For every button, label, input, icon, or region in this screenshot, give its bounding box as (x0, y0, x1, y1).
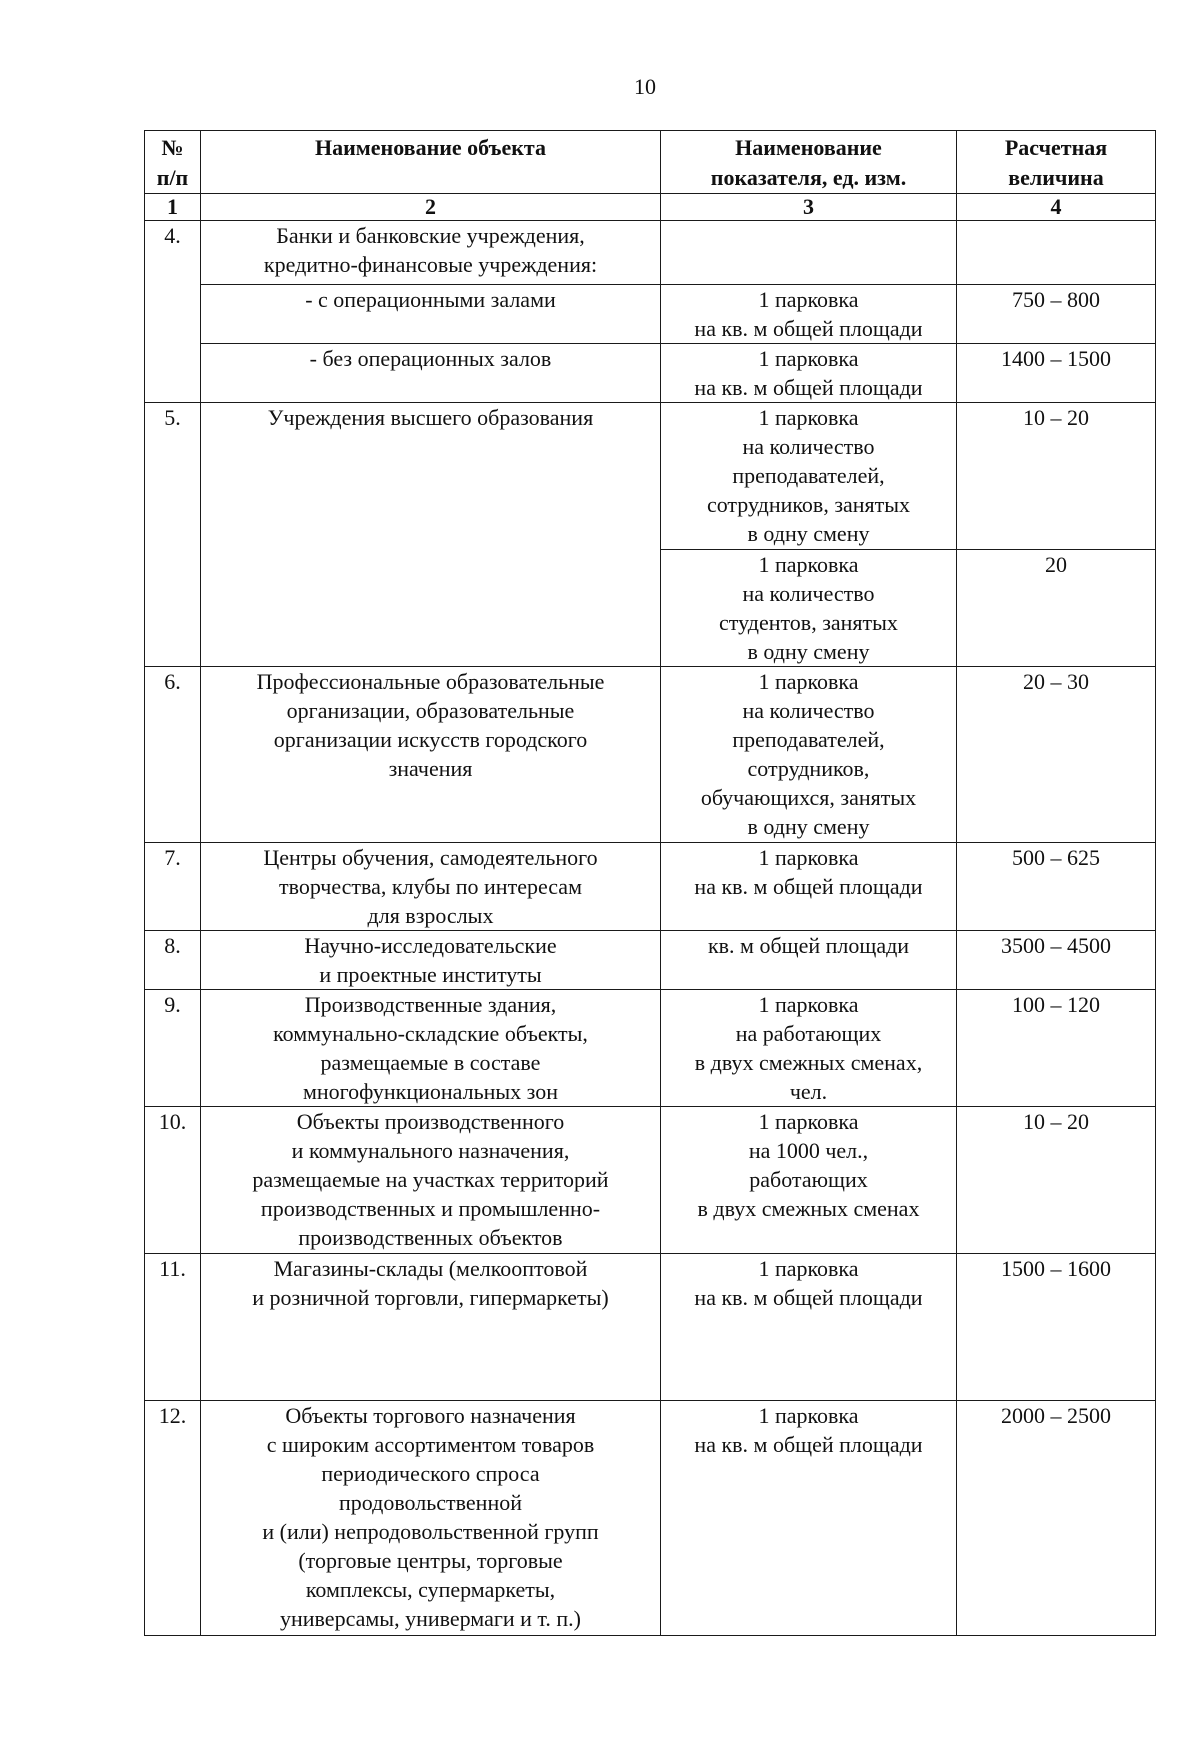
column-number-row (145, 194, 1156, 221)
object-name: Банки и банковские учреждения, кредитно-финансовые учреждения: (201, 221, 661, 285)
indicator-cell: 1 парковка на количество студентов, занятых в одну смену (661, 550, 957, 667)
row-number: 7. (145, 843, 201, 931)
table-row (145, 843, 1156, 931)
table-row (145, 1254, 1156, 1401)
indicator-cell (661, 221, 957, 285)
value-cell (957, 221, 1156, 285)
indicator-cell: 1 парковка на кв. м общей площади (661, 1401, 957, 1636)
column-number: 1 (145, 194, 201, 221)
value-cell: 10 – 20 (957, 403, 1156, 550)
value-cell: 1400 – 1500 (957, 344, 1156, 403)
table-row (145, 1401, 1156, 1636)
indicator-cell: 1 парковка на количество преподавателей, сотрудников, обучающихся, занятых в одну смену (661, 667, 957, 843)
table-row (145, 344, 1156, 403)
object-name: Объекты торгового назначения с широким ассортиментом товаров периодического спроса продовольственной и (или) непродовольственной групп (торговые центры, торговые комплексы, супермаркеты, универсамы, универмаги и т. п.) (201, 1401, 661, 1636)
value-cell: 750 – 800 (957, 285, 1156, 344)
indicator-cell: 1 парковка на работающих в двух смежных сменах, чел. (661, 990, 957, 1107)
row-number: 8. (145, 931, 201, 990)
row-number: 10. (145, 1107, 201, 1254)
indicator-cell: 1 парковка на кв. м общей площади (661, 843, 957, 931)
object-name: Учреждения высшего образования (201, 403, 661, 667)
indicator-cell: 1 парковка на кв. м общей площади (661, 1254, 957, 1401)
value-cell: 3500 – 4500 (957, 931, 1156, 990)
value-cell: 20 – 30 (957, 667, 1156, 843)
object-name: Центры обучения, самодеятельного творчества, клубы по интересам для взрослых (201, 843, 661, 931)
table-row (145, 667, 1156, 843)
value-cell: 10 – 20 (957, 1107, 1156, 1254)
header-object-name: Наименование объекта (201, 131, 661, 194)
indicator-cell: 1 парковка на кв. м общей площади (661, 344, 957, 403)
column-number: 2 (201, 194, 661, 221)
object-name: Профессиональные образовательные организации, образовательные организации искусств городского значения (201, 667, 661, 843)
page-number: 10 (634, 74, 656, 99)
table-row (145, 285, 1156, 344)
column-number: 3 (661, 194, 957, 221)
indicator-cell: 1 парковка на 1000 чел., работающих в двух смежных сменах (661, 1107, 957, 1254)
table-row (145, 990, 1156, 1107)
value-cell: 500 – 625 (957, 843, 1156, 931)
table-row (145, 221, 1156, 285)
value-cell: 20 (957, 550, 1156, 667)
indicator-cell: 1 парковка на кв. м общей площади (661, 285, 957, 344)
table-header-row (145, 131, 1156, 194)
parking-norms-table (144, 130, 1156, 1636)
header-indicator: Наименование показателя, ед. изм. (661, 131, 957, 194)
object-name: - с операционными залами (201, 285, 661, 344)
table-row (145, 403, 1156, 550)
table-row (145, 1107, 1156, 1254)
header-value: Расчетная величина (957, 131, 1156, 194)
row-number: 6. (145, 667, 201, 843)
row-number: 5. (145, 403, 201, 667)
indicator-cell: кв. м общей площади (661, 931, 957, 990)
row-number: 12. (145, 1401, 201, 1636)
value-cell: 2000 – 2500 (957, 1401, 1156, 1636)
table-row (145, 931, 1156, 990)
object-name: - без операционных залов (201, 344, 661, 403)
object-name: Магазины-склады (мелкооптовой и розничной торговли, гипермаркеты) (201, 1254, 661, 1401)
row-number: 9. (145, 990, 201, 1107)
value-cell: 1500 – 1600 (957, 1254, 1156, 1401)
row-number: 4. (145, 221, 201, 403)
value-cell: 100 – 120 (957, 990, 1156, 1107)
row-number: 11. (145, 1254, 201, 1401)
header-number: № п/п (145, 131, 201, 194)
object-name: Производственные здания, коммунально-складские объекты, размещаемые в составе многофункциональных зон (201, 990, 661, 1107)
object-name: Объекты производственного и коммунального назначения, размещаемые на участках территорий производственных и промышленно- производственных объектов (201, 1107, 661, 1254)
column-number: 4 (957, 194, 1156, 221)
indicator-cell: 1 парковка на количество преподавателей, сотрудников, занятых в одну смену (661, 403, 957, 550)
object-name: Научно-исследовательские и проектные институты (201, 931, 661, 990)
